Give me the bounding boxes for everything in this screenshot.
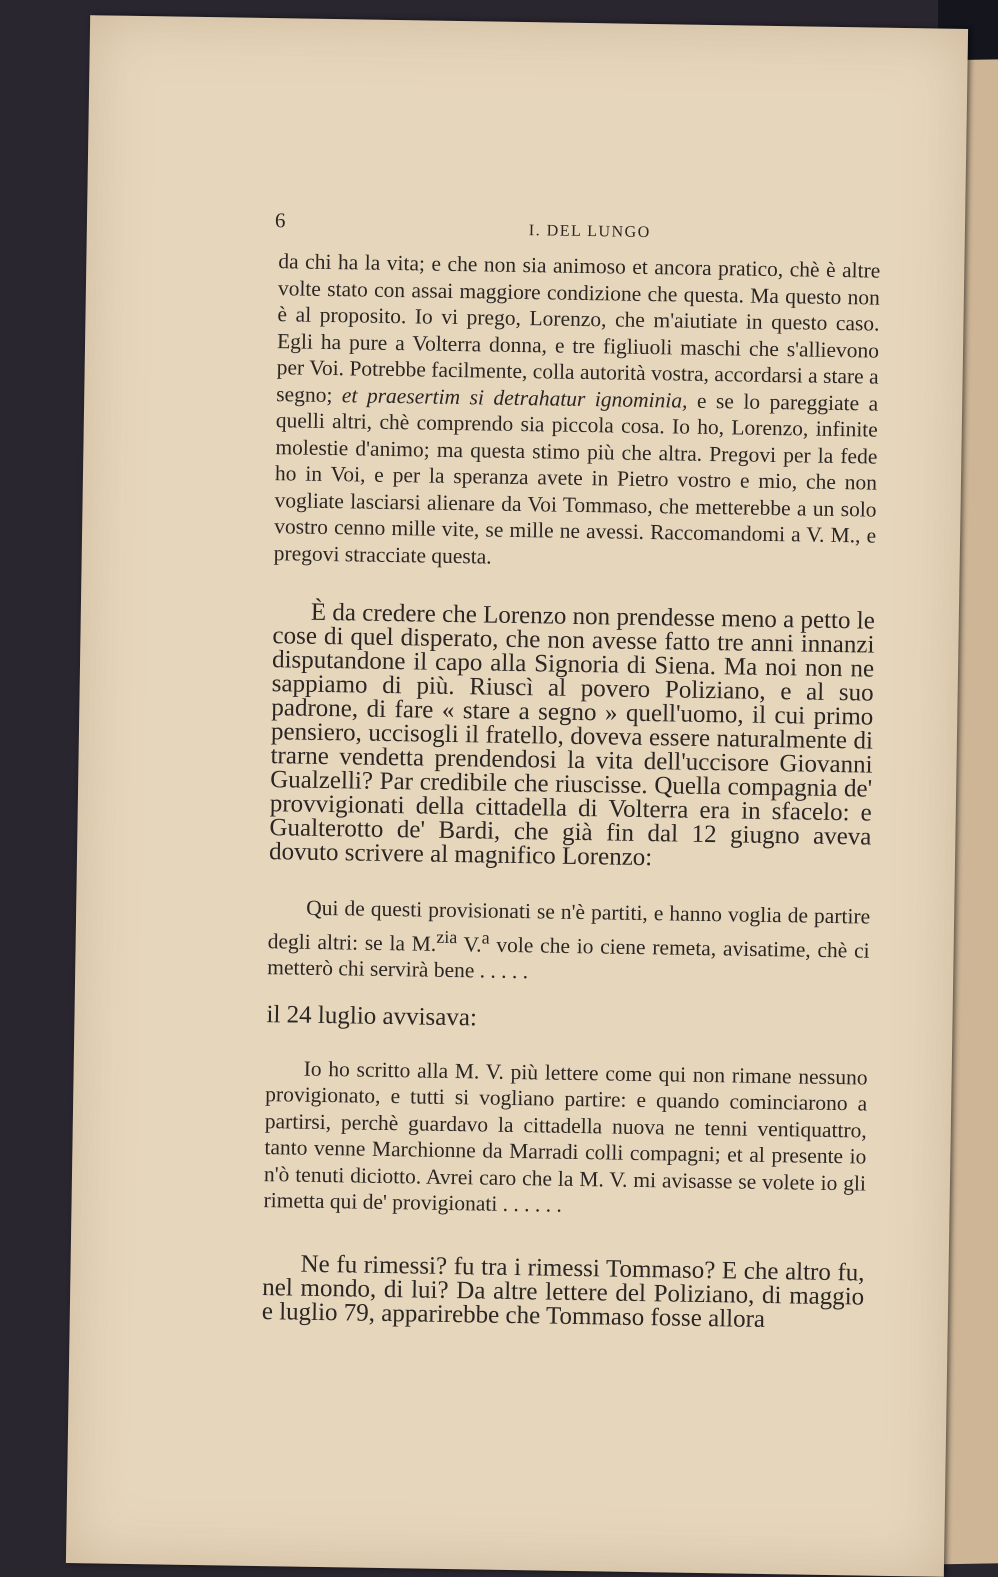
body-paragraph-1: È da credere che Lorenzo non prendesse meno a petto le cose di quel disperato, che non avesse fatto tre anni innanzi disputandone il capo alla Signoria di Siena. Ma noi non ne sappiamo di più. Riuscì al povero Poliziano, e al suo padrone, di fare « stare a segno » quell'uomo, il cui primo pensiero, uccisogli il fratello, doveva essere naturalmente di trarne vendetta prendendosi la vita dell'uccisore Giovanni Gualzelli? Par credibile che riuscisse. Quella compagnia de' provvigionati della cittadella di Volterra era in sfacelo: e Gualterotto de' Bardi, che già fin dal 12 giugno aveva dovuto scrivere al magnifico Lorenzo: (268, 598, 876, 872)
page-number: 6 (274, 208, 286, 233)
body-paragraph-2: Ne fu rimessi? fu tra i rimessi Tommaso? E che altro fu, nel mondo, di lui? Da altre lettere del Poliziano, di maggio e luglio 79, apparirebbe che Tommaso fosse allora (261, 1250, 865, 1333)
letter-text-start: da chi ha la vita; e che non sia animoso et ancora pratico, chè è altre volte stato con assai maggiore condizione che questa. Ma questo non è al proposito. Io vi prego, Lorenzo, che m'aiutiate in questo caso. Egli ha pure a Volterra donna, e tre figliuoli maschi che s'allievono per Voi. Potrebbe facilmente, colla autorità vostra, accordarsi a stare a segno; (276, 249, 881, 407)
date-line: il 24 luglio avvisava: (266, 1000, 478, 1032)
page-content (262, 208, 881, 1333)
letter-continuation (274, 248, 881, 575)
running-title: I. DEL LUNGO (528, 222, 651, 242)
quote-gualterotto-july: Io ho scritto alla M. V. più lettere come qui non rimane nessuno provigionato, e tutti si vogliano partire: e quando cominciarono a partirsi, perchè guardavo la cittadella nuova ne tenni ventiquattro, tanto venne Marchionne da Marradi colli compagni; et al presente io n'ò tenuti diciotto. Avrei caro che la M. V. mi avisasse se volete io gli rimetta qui de' provigionati . . . . . . (263, 1056, 868, 1217)
book-page (66, 15, 968, 1577)
quote-gualterotto-june: Qui de questi provisionati se n'è partiti, e hanno voglia de partire degli altri: se la M.$^{zia}$ V.$^a$ vole che io ciene remeta, avisatime, chè ci metterò chi servirà bene . . . . . (267, 895, 871, 984)
letter-text-end: e se lo pareggiate a quelli altri, chè comprendo sia piccola cosa. Io ho, Lorenzo, infinite molestie d'animo; ma questa stimo più che altra. Pregovi per la fede ho in Voi, e per la speranza avete in Pietro vostro e mio, che non vogliate lasciarsi alienare da Voi Tommaso, che metterebbe a un solo vostro cenno mille vite, se mille ne avessi. Raccomandomi a V. M., e pregovi stracciate questa. (273, 388, 879, 569)
latin-phrase: et praesertim si detrahatur ignominia, (341, 382, 688, 413)
